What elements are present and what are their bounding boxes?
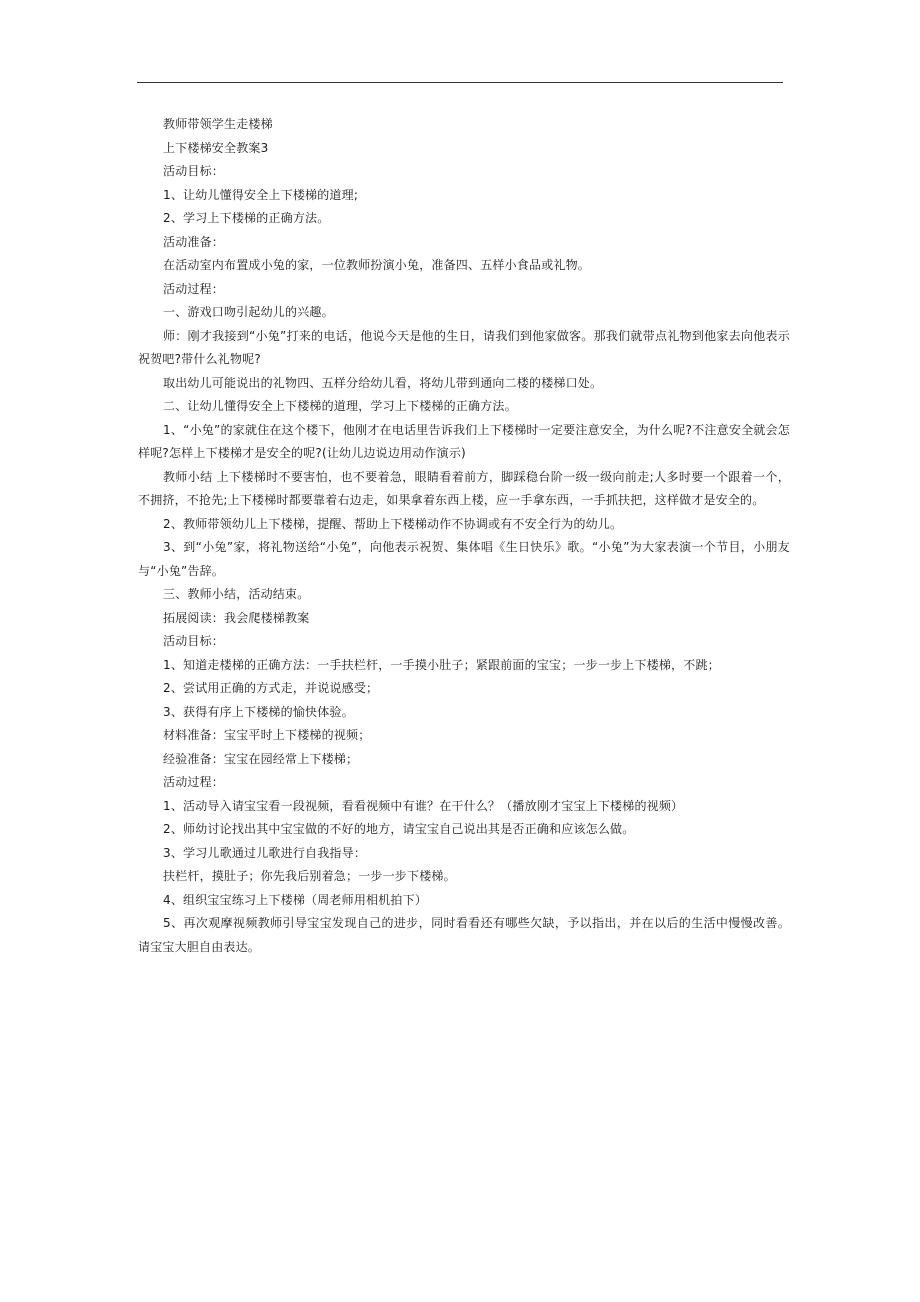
paragraph-5: 2、学习上下楼梯的正确方法。 (163, 211, 330, 225)
paragraph-25: 活动过程： (163, 775, 225, 789)
paragraph-20: 1、知道走楼梯的正确方法：一手扶栏杆，一手摸小肚子；紧跟前面的宝宝；一步一步上下楼梯，不跳； (163, 657, 720, 672)
paragraph-17: 三、教师小结，活动结束。 (163, 587, 310, 601)
paragraph-31: 5、再次观摩视频教师引导宝宝发现自己的进步，同时看看还有哪些欠缺，予以指出，并在以后的生活中慢慢改善。请宝宝大胆自由表达。 (138, 916, 790, 954)
paragraph-11: 取出幼儿可能说出的礼物四、五样分给幼儿看，将幼儿带到通向二楼的楼梯口处。 (163, 375, 603, 390)
paragraph-4: 1、让幼儿懂得安全上下楼梯的道理; (163, 187, 359, 202)
paragraph-14: 教师小结 上下楼梯时不要害怕，也不要着急，眼睛看着前方，脚踩稳台阶一级一级向前走;人多时要一个跟着一个，不拥挤，不抢先;上下楼梯时都要靠着右边走，如果拿着东西上楼，应一手拿东西，一手抓扶把，这样做才是安全的。 (138, 469, 790, 507)
paragraph-13: 1、“小兔”的家就住在这个楼下，他刚才在电话里告诉我们上下楼梯时一定要注意安全，为什么呢?不注意安全就会怎样呢?怎样上下楼梯才是安全的呢?(让幼儿边说边用动作演示) (138, 422, 790, 460)
paragraph-8: 活动过程： (163, 281, 225, 296)
paragraph-19: 活动目标： (163, 634, 225, 648)
header-rule (137, 82, 783, 83)
paragraph-9: 一、游戏口吻引起幼儿的兴趣。 (163, 305, 334, 319)
paragraph-16: 3、到“小兔”家，将礼物送给“小兔”，向他表示祝贺、集体唱《生日快乐》歌。“小兔”为大家表演一个节目，小朋友与“小兔”告辞。 (138, 540, 790, 578)
paragraph-7: 在活动室内布置成小兔的家，一位教师扮演小兔，准备四、五样小食品或礼物。 (163, 258, 591, 272)
paragraph-15: 2、教师带领幼儿上下楼梯，提醒、帮助上下楼梯动作不协调或有不安全行为的幼儿。 (163, 516, 623, 531)
paragraph-22: 3、获得有序上下楼梯的愉快体验。 (163, 704, 354, 719)
paragraph-29: 扶栏杆，摸肚子；你先我后别着急；一步一步下楼梯。 (163, 869, 456, 883)
paragraph-30: 4、组织宝宝练习上下楼梯（周老师用相机拍下） (163, 892, 428, 907)
paragraph-6: 活动准备： (163, 234, 225, 249)
paragraph-23: 材料准备：宝宝平时上下楼梯的视频； (163, 728, 371, 742)
paragraph-27: 2、师幼讨论找出其中宝宝做的不好的地方，请宝宝自己说出其是否正确和应该怎么做。 (163, 822, 635, 836)
paragraph-1: 教师带领学生走楼梯 (163, 117, 273, 131)
paragraph-18: 拓展阅读：我会爬楼梯教案 (163, 610, 310, 625)
paragraph-21: 2、尝试用正确的方式走，并说说感受； (163, 681, 379, 695)
paragraph-3: 活动目标： (163, 164, 225, 178)
paragraph-2: 上下楼梯安全教案3 (163, 140, 269, 155)
paragraph-24: 经验准备：宝宝在园经常上下楼梯； (163, 751, 359, 766)
paragraph-26: 1、活动导入请宝宝看一段视频，看看视频中有谁？在干什么？（播放刚才宝宝上下楼梯的视频） (163, 798, 684, 813)
paragraph-10: 师：刚才我接到“小兔”打来的电话，他说今天是他的生日，请我们到他家做客。那我们就带点礼物到他家去向他表示祝贺吧?带什么礼物呢? (138, 328, 790, 366)
paragraph-28: 3、学习儿歌通过儿歌进行自我指导： (163, 845, 367, 860)
document-body (138, 113, 790, 959)
paragraph-12: 二、让幼儿懂得安全上下楼梯的道理，学习上下楼梯的正确方法。 (163, 399, 517, 413)
